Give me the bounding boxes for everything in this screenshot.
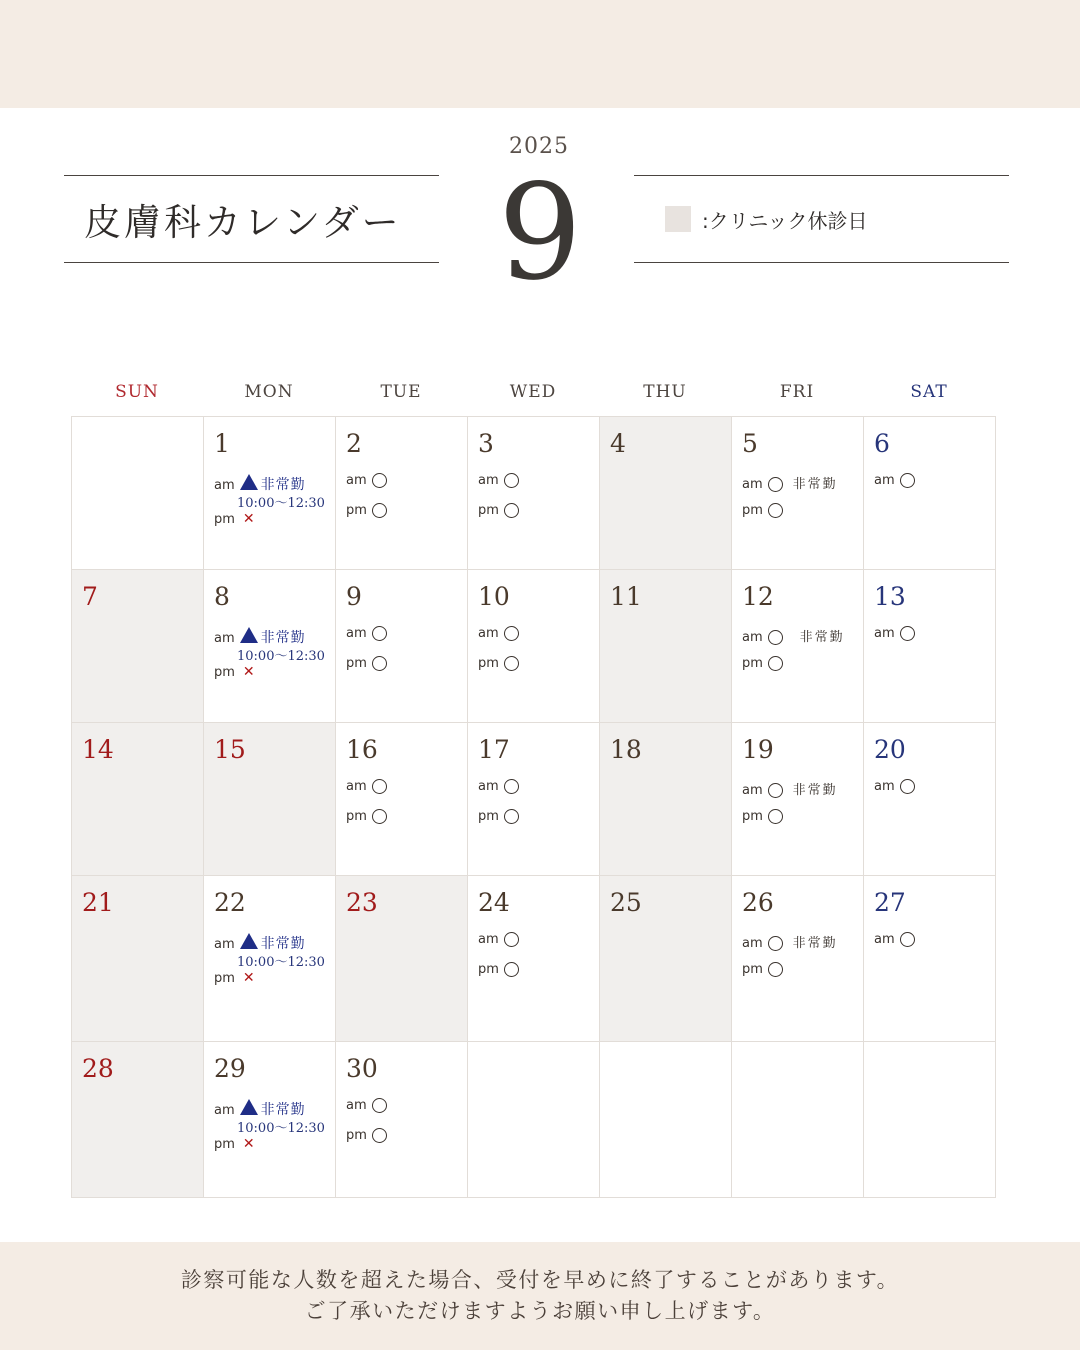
day-number: 1	[214, 429, 230, 458]
pm-slot	[742, 809, 783, 824]
day-number: 24	[478, 888, 510, 917]
day-cell-25	[600, 876, 732, 1042]
day-number: 2	[346, 429, 362, 458]
day-number: 30	[346, 1054, 378, 1083]
am-slot-label: am	[346, 1098, 367, 1113]
day-cell-22	[204, 876, 336, 1042]
open-circle-icon	[504, 932, 519, 947]
weekday-tue: TUE	[380, 382, 422, 402]
footer-line-2: ご了承いただけますようお願い申し上げます。	[304, 1299, 776, 1323]
part-time-hours: 10:00〜12:30	[237, 496, 325, 511]
am-slot	[346, 1098, 387, 1113]
pm-slot	[346, 1128, 387, 1143]
day-cell-19	[732, 723, 864, 876]
am-slot	[214, 474, 306, 494]
open-circle-icon	[504, 503, 519, 518]
open-circle-icon	[372, 809, 387, 824]
day-cell-9	[336, 570, 468, 723]
legend	[634, 175, 1009, 263]
pm-slot	[478, 809, 519, 824]
am-slot	[346, 779, 387, 794]
closed-x-icon: ✕	[242, 970, 255, 986]
pm-slot-label: pm	[478, 656, 499, 671]
day-cell-11	[600, 570, 732, 723]
pm-slot-label: pm	[346, 503, 367, 518]
day-number: 6	[874, 429, 890, 458]
am-slot	[214, 1099, 306, 1119]
pm-slot	[214, 1136, 255, 1152]
am-slot-label: am	[742, 936, 763, 951]
title-box	[64, 175, 439, 263]
am-slot-label: am	[478, 626, 499, 641]
day-number: 29	[214, 1054, 246, 1083]
part-time-hours: 10:00〜12:30	[237, 1121, 325, 1136]
pm-slot-label: pm	[478, 503, 499, 518]
pm-slot	[214, 970, 255, 986]
part-time-label: 非常勤	[260, 630, 306, 646]
day-number: 9	[346, 582, 362, 611]
part-time-label: 非常勤	[792, 477, 838, 492]
day-cell-8	[204, 570, 336, 723]
day-number: 3	[478, 429, 494, 458]
day-cell-30	[336, 1042, 468, 1198]
day-number: 10	[478, 582, 510, 611]
day-cell-2	[336, 417, 468, 570]
am-slot-label: am	[478, 932, 499, 947]
open-circle-icon	[900, 932, 915, 947]
day-number: 7	[82, 582, 98, 611]
pm-slot	[478, 656, 519, 671]
weekday-wed: WED	[509, 382, 557, 402]
pm-slot	[478, 962, 519, 977]
part-time-label: 非常勤	[260, 1102, 306, 1118]
day-number: 5	[742, 429, 758, 458]
day-cell-16	[336, 723, 468, 876]
day-number: 18	[610, 735, 642, 764]
closed-x-icon: ✕	[242, 511, 255, 527]
closed-x-icon: ✕	[242, 664, 255, 680]
open-circle-icon	[372, 503, 387, 518]
open-circle-icon	[504, 779, 519, 794]
empty-cell	[600, 1042, 732, 1198]
part-time-label: 非常勤	[799, 630, 845, 645]
pm-slot-label: pm	[214, 971, 235, 986]
day-number: 14	[82, 735, 114, 764]
am-slot-label: am	[478, 779, 499, 794]
triangle-icon	[240, 474, 258, 490]
am-slot-label: am	[214, 937, 235, 952]
am-slot	[742, 932, 838, 951]
day-cell-1	[204, 417, 336, 570]
open-circle-icon	[504, 656, 519, 671]
pm-slot	[742, 503, 783, 518]
top-band	[0, 0, 1080, 108]
pm-slot	[346, 656, 387, 671]
open-circle-icon	[900, 626, 915, 641]
pm-slot-label: pm	[742, 656, 763, 671]
pm-slot-label: pm	[742, 962, 763, 977]
year: 2025	[509, 134, 569, 159]
pm-slot	[742, 656, 783, 671]
am-slot-label: am	[346, 626, 367, 641]
pm-slot-label: pm	[214, 1137, 235, 1152]
pm-slot	[742, 962, 783, 977]
day-cell-18	[600, 723, 732, 876]
day-number: 15	[214, 735, 246, 764]
day-cell-29	[204, 1042, 336, 1198]
pm-slot	[346, 503, 387, 518]
am-slot	[874, 779, 915, 794]
footer-line-1: 診察可能な人数を超えた場合、受付を早めに終了することがあります。	[180, 1268, 900, 1292]
day-cell-4	[600, 417, 732, 570]
triangle-icon	[240, 933, 258, 949]
am-slot	[346, 626, 387, 641]
am-slot-label: am	[346, 473, 367, 488]
pm-slot	[214, 511, 255, 527]
open-circle-icon	[372, 656, 387, 671]
open-circle-icon	[504, 473, 519, 488]
am-slot-label: am	[214, 478, 235, 493]
day-cell-5	[732, 417, 864, 570]
day-cell-27	[864, 876, 996, 1042]
open-circle-icon	[504, 809, 519, 824]
am-slot	[478, 473, 519, 488]
day-cell-15	[204, 723, 336, 876]
pm-slot-label: pm	[346, 656, 367, 671]
day-cell-12	[732, 570, 864, 723]
day-number: 22	[214, 888, 246, 917]
am-slot	[874, 626, 915, 641]
am-slot-label: am	[478, 473, 499, 488]
open-circle-icon	[768, 477, 783, 492]
am-slot	[742, 473, 838, 492]
empty-cell	[468, 1042, 600, 1198]
day-cell-21	[72, 876, 204, 1042]
am-slot	[214, 627, 306, 647]
pm-slot-label: pm	[742, 809, 763, 824]
pm-slot	[478, 503, 519, 518]
am-slot-label: am	[874, 626, 895, 641]
triangle-icon	[240, 627, 258, 643]
am-slot-label: am	[742, 477, 763, 492]
day-number: 20	[874, 735, 906, 764]
day-cell-6	[864, 417, 996, 570]
am-slot	[346, 473, 387, 488]
legend-swatch	[665, 206, 691, 232]
open-circle-icon	[372, 1128, 387, 1143]
am-slot	[478, 932, 519, 947]
open-circle-icon	[372, 473, 387, 488]
am-slot	[742, 626, 845, 645]
empty-cell	[732, 1042, 864, 1198]
am-slot-label: am	[874, 932, 895, 947]
am-slot	[874, 932, 915, 947]
am-slot	[874, 473, 915, 488]
month-number: 9	[498, 156, 582, 310]
part-time-label: 非常勤	[260, 477, 306, 493]
day-number: 23	[346, 888, 378, 917]
pm-slot-label: pm	[478, 809, 499, 824]
closed-x-icon: ✕	[242, 1136, 255, 1152]
open-circle-icon	[504, 626, 519, 641]
day-cell-28	[72, 1042, 204, 1198]
am-slot	[478, 779, 519, 794]
weekday-sat: SAT	[910, 382, 948, 402]
am-slot-label: am	[742, 630, 763, 645]
day-cell-13	[864, 570, 996, 723]
weekday-thu: THU	[643, 382, 687, 402]
am-slot-label: am	[346, 779, 367, 794]
day-number: 28	[82, 1054, 114, 1083]
day-number: 21	[82, 888, 114, 917]
part-time-label: 非常勤	[792, 783, 838, 798]
pm-slot	[346, 809, 387, 824]
day-cell-14	[72, 723, 204, 876]
open-circle-icon	[372, 1098, 387, 1113]
part-time-label: 非常勤	[792, 936, 838, 951]
day-number: 4	[610, 429, 626, 458]
part-time-label: 非常勤	[260, 936, 306, 952]
open-circle-icon	[768, 962, 783, 977]
day-cell-24	[468, 876, 600, 1042]
pm-slot-label: pm	[478, 962, 499, 977]
day-cell-23	[336, 876, 468, 1042]
pm-slot-label: pm	[214, 665, 235, 680]
open-circle-icon	[768, 936, 783, 951]
part-time-hours: 10:00〜12:30	[237, 955, 325, 970]
open-circle-icon	[768, 809, 783, 824]
empty-cell	[72, 417, 204, 570]
day-cell-26	[732, 876, 864, 1042]
day-number: 16	[346, 735, 378, 764]
empty-cell	[864, 1042, 996, 1198]
day-number: 25	[610, 888, 642, 917]
day-cell-17	[468, 723, 600, 876]
part-time-hours: 10:00〜12:30	[237, 649, 325, 664]
weekday-fri: FRI	[779, 382, 815, 402]
legend-label: :クリニック休診日	[702, 208, 868, 233]
page-title: 皮膚科カレンダー	[84, 201, 402, 244]
open-circle-icon	[900, 779, 915, 794]
weekday-mon: MON	[244, 382, 294, 402]
open-circle-icon	[900, 473, 915, 488]
open-circle-icon	[372, 779, 387, 794]
am-slot	[214, 933, 306, 953]
day-number: 13	[874, 582, 906, 611]
day-cell-10	[468, 570, 600, 723]
day-cell-20	[864, 723, 996, 876]
day-number: 11	[610, 582, 642, 611]
am-slot	[478, 626, 519, 641]
pm-slot-label: pm	[346, 809, 367, 824]
am-slot-label: am	[742, 783, 763, 798]
open-circle-icon	[768, 630, 783, 645]
pm-slot	[214, 664, 255, 680]
open-circle-icon	[768, 503, 783, 518]
open-circle-icon	[768, 783, 783, 798]
weekday-sun: SUN	[115, 382, 159, 402]
day-number: 17	[478, 735, 510, 764]
am-slot-label: am	[214, 1103, 235, 1118]
am-slot-label: am	[874, 779, 895, 794]
day-number: 12	[742, 582, 774, 611]
open-circle-icon	[504, 962, 519, 977]
day-cell-3	[468, 417, 600, 570]
footer-note	[0, 1242, 1080, 1350]
am-slot-label: am	[214, 631, 235, 646]
day-number: 26	[742, 888, 774, 917]
day-cell-7	[72, 570, 204, 723]
calendar-grid	[71, 416, 996, 1198]
open-circle-icon	[372, 626, 387, 641]
am-slot	[742, 779, 838, 798]
pm-slot-label: pm	[346, 1128, 367, 1143]
am-slot-label: am	[874, 473, 895, 488]
pm-slot-label: pm	[742, 503, 763, 518]
triangle-icon	[240, 1099, 258, 1115]
pm-slot-label: pm	[214, 512, 235, 527]
day-number: 27	[874, 888, 906, 917]
open-circle-icon	[768, 656, 783, 671]
day-number: 8	[214, 582, 230, 611]
day-number: 19	[742, 735, 774, 764]
